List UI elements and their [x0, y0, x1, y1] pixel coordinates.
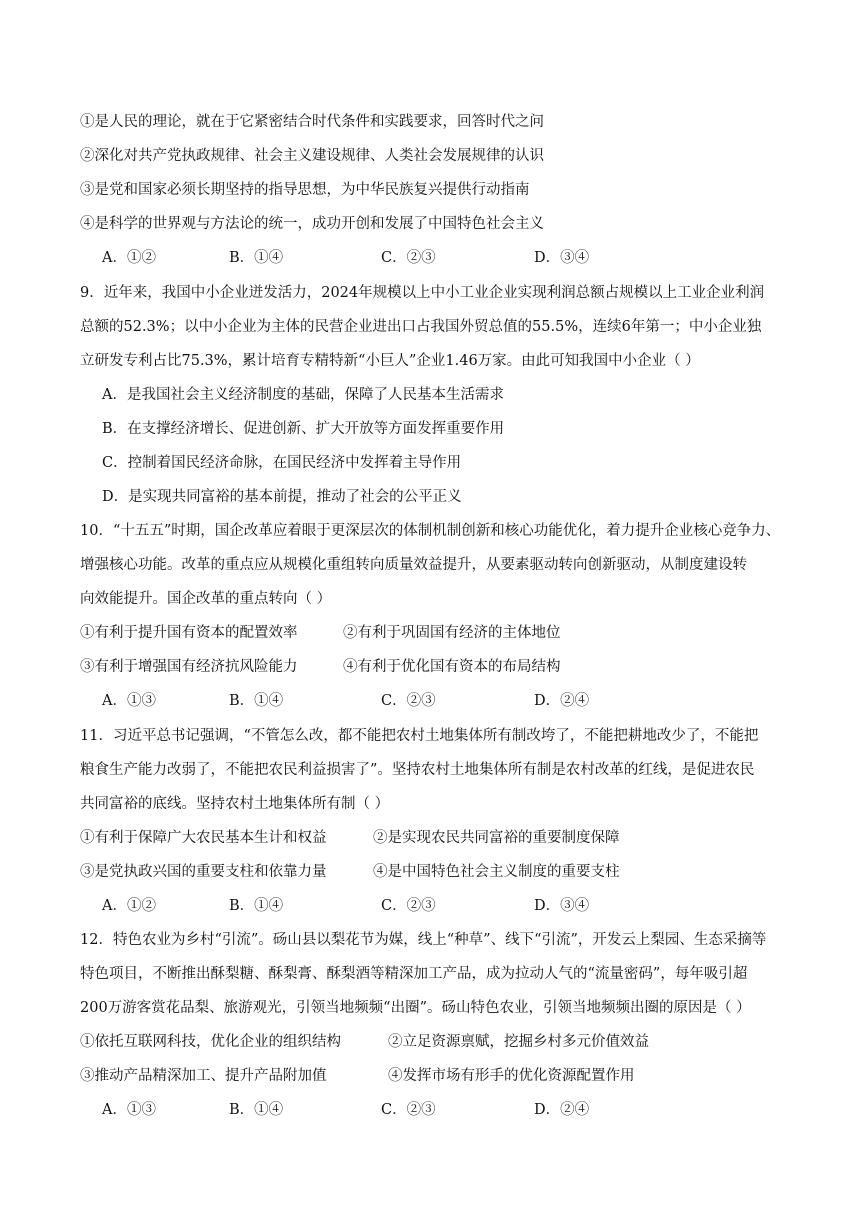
q8-statement-2: ②深化对共产党执政规律、社会主义建设规律、人类社会发展规律的认识 [80, 148, 544, 164]
q12-option-c: C．②③ [381, 1102, 436, 1118]
q8-option-b: B．①④ [229, 250, 284, 266]
q11-option-a: A．①② [102, 898, 156, 914]
q11-option-c: C．②③ [381, 898, 436, 914]
q9-option-d: D．是实现共同富裕的基本前提，推动了社会的公平正义 [102, 489, 462, 505]
q12-statement-3: ③推动产品精深加工、提升产品附加值 [80, 1068, 327, 1084]
q9-option-b: B．在支撑经济增长、促进创新、扩大开放等方面发挥重要作用 [102, 421, 505, 437]
q12-option-d: D．②④ [534, 1102, 590, 1118]
q10-stem-line-2: 增强核心功能。改革的重点应从规模化重组转向质量效益提升，从要素驱动转向创新驱动，从制度建设转 [80, 557, 747, 573]
q8-option-d: D．③④ [534, 250, 590, 266]
q10-stem-line-3: 向效能提升。国企改革的重点转向（ ） [80, 591, 332, 607]
q10-option-b: B．①④ [229, 693, 284, 709]
q12-stem-line-3: 200万游客赏花品梨、旅游观光，引领当地频频“出圈”。砀山特色农业，引领当地频频出圈的原因是（ ） [80, 1000, 751, 1016]
q12-option-b: B．①④ [229, 1102, 284, 1118]
q8-option-a: A．①② [102, 250, 156, 266]
q12-statement-2: ②立足资源禀赋，挖掘乡村多元价值效益 [388, 1034, 649, 1050]
q11-statement-4: ④是中国特色社会主义制度的重要支柱 [373, 864, 620, 880]
q9-stem-line-3: 立研发专利占比75.3%，累计培育专精特新“小巨人”企业1.46万家。由此可知我国中小企业（ ） [80, 353, 700, 369]
q8-statement-3: ③是党和国家必须长期坚持的指导思想，为中华民族复兴提供行动指南 [80, 182, 530, 198]
q11-statement-2: ②是实现农民共同富裕的重要制度保障 [373, 830, 620, 846]
q9-stem-line-2: 总额的52.3%；以中小企业为主体的民营企业进出口占我国外贸总值的55.5%，连续6年第一；中小企业独 [80, 319, 762, 335]
q12-stem-line-2: 特色项目，不断推出酥梨糖、酥梨膏、酥梨酒等精深加工产品，成为拉动人气的“流量密码”，每年吸引超 [80, 966, 748, 982]
q12-stem-line-1: 12．特色农业为乡村“引流”。砀山县以梨花节为媒，线上“种草”、线下“引流”，开发云上梨园、生态采摘等 [80, 932, 767, 948]
q11-stem-line-1: 11．习近平总书记强调，“不管怎么改，都不能把农村土地集体所有制改垮了，不能把耕地改少了，不能把 [80, 728, 759, 744]
q11-stem-line-2: 粮食生产能力改弱了，不能把农民利益损害了”。坚持农村土地集体所有制是农村改革的红线，是促进农民 [80, 762, 755, 778]
q8-option-c: C．②③ [381, 250, 436, 266]
q11-option-d: D．③④ [534, 898, 590, 914]
q10-option-c: C．②③ [381, 693, 436, 709]
q10-option-d: D．②④ [534, 693, 590, 709]
q9-stem-line-1: 9．近年来，我国中小企业迸发活力，2024年规模以上中小工业企业实现利润总额占规模以上工业企业利润 [80, 285, 765, 301]
q9-option-c: C．控制着国民经济命脉，在国民经济中发挥着主导作用 [102, 455, 462, 471]
q11-option-b: B．①④ [229, 898, 284, 914]
q10-option-a: A．①③ [102, 693, 156, 709]
q12-option-a: A．①③ [102, 1102, 156, 1118]
q10-stem-line-1: 10．“十五五”时期，国企改革应着眼于更深层次的体制机制创新和核心功能优化，着力提升企业核心竞争力、 [80, 523, 781, 539]
q11-statement-3: ③是党执政兴国的重要支柱和依靠力量 [80, 864, 327, 880]
q8-statement-4: ④是科学的世界观与方法论的统一，成功开创和发展了中国特色社会主义 [80, 216, 544, 232]
q11-statement-1: ①有利于保障广大农民基本生计和权益 [80, 830, 327, 846]
q10-statement-4: ④有利于优化国有资本的布局结构 [343, 659, 561, 675]
q10-statement-1: ①有利于提升国有资本的配置效率 [80, 625, 298, 641]
q12-statement-4: ④发挥市场有形手的优化资源配置作用 [388, 1068, 635, 1084]
q12-statement-1: ①依托互联网科技，优化企业的组织结构 [80, 1034, 341, 1050]
q10-statement-2: ②有利于巩固国有经济的主体地位 [343, 625, 561, 641]
q10-statement-3: ③有利于增强国有经济抗风险能力 [80, 659, 298, 675]
q8-statement-1: ①是人民的理论，就在于它紧密结合时代条件和实践要求，回答时代之问 [80, 114, 544, 130]
q9-option-a: A．是我国社会主义经济制度的基础，保障了人民基本生活需求 [102, 387, 504, 403]
q11-stem-line-3: 共同富裕的底线。坚持农村土地集体所有制（ ） [80, 796, 390, 812]
